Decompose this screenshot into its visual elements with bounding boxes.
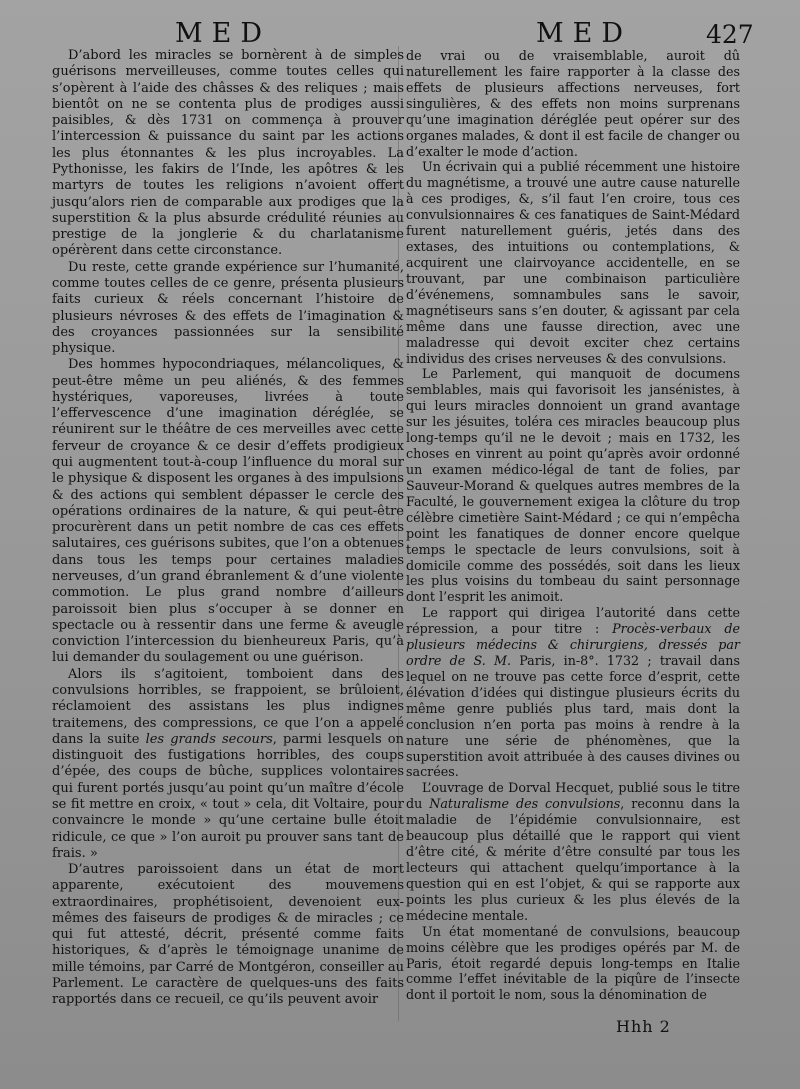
paragraph: Un écrivain qui a publié récemment une histoire du magnétisme, a trouvé une autre cause naturelle à ces prodiges, &, s’il faut l’en croire, tous ces convulsionnaires & ces fanatiques de Saint-Médard furent naturellement guéris, jetés dans des extases, des intuitions ou contemplations, & acquirent une clairvoyance accidentelle, en se trouvant, par une combinaison particulière d’événemens, somnambules sans le savoir, magnétiseurs sans s’en douter, & agissant par cela même dans une fausse direction, avec une maladresse qui devoit exciter chez certains individus des crises nerveuses & des convulsions. <box>406 159 740 366</box>
header-right-word: MED <box>536 18 633 49</box>
signature-mark: Hhh 2 <box>616 1017 671 1036</box>
right-column <box>406 48 740 1003</box>
italic-term: les grands secours <box>145 731 273 747</box>
left-column <box>52 48 404 1009</box>
paragraph: Alors ils s’agitoient, tomboient dans des convulsions horribles, se frappoient, se brûloient, réclamoient des assistans les plus indignes traitemens, des compressions, ce que l’on a appelé dans la suite les grands secours, parmi lesquels on distinguoit des fustigations horribles, des coups d’épée, des coups de bûche, supplices volontaires qui furent portés jusqu’au point qu’un maître d’école se fit mettre en croix, « tout » cela, dit Voltaire, pour convaincre le monde » qu’une certaine bulle étoit ridicule, ce que » l’on auroit pu prouver sans tant de frais. » <box>52 666 405 861</box>
paragraph: Le Parlement, qui manquoit de documens semblables, mais qui favorisoit les jansénistes, à qui leurs miracles donnoient un grand avantage sur les jésuites, toléra ces miracles beaucoup plus long-temps qu’il ne le devoit ; mais en 1732, les choses en vinrent au point qu’après avoir ordonné un examen médico-légal de tant de folies, par Sauveur-Morand & quelques autres membres de la Faculté, le gouvernement exigea la clôture du trop célèbre cimetière Saint-Médard ; ce qui n’empêcha point les fanatiques de donner encore quelque temps le spectacle de leurs convulsions, soit à domicile comme des possédés, soit dans les lieux les plus voisins du tombeau du saint personnage dont l’esprit les animoit. <box>406 366 740 605</box>
italic-title: Procès-verbaux de plusieurs médecins & chirurgiens, dressés par ordre de S. M. <box>406 621 740 669</box>
paragraph: L’ouvrage de Dorval Hecquet, publié sous le titre du Naturalisme des convulsions, reconnu dans la maladie de l’épidémie convulsionnaire, est beaucoup plus détaillé que le rapport qui vient d’être cité, & mérite d’être consulté par tous les lecteurs qui attachent quelqu’importance à la question qui en est l’objet, & qui se rapporte aux points les plus curieux & les plus élevés de la médecine mentale. <box>406 780 741 923</box>
paragraph: Le rapport qui dirigea l’autorité dans cette répression, a pour titre : Procès-verbaux de plusieurs médecins & chirurgiens, dressés par ordre de S. M. Paris, in-8°. 1732 ; travail dans lequel on ne trouve pas cette force d’esprit, cette élévation d’idées qui distingue plusieurs écrits du même genre publiés plus tard, mais dont la conclusion n’en porta pas moins à rendre à la nature une série de phénomènes, que la superstition avoit attribuée à des causes divines ou sacrées. <box>406 605 740 780</box>
paragraph: Des hommes hypocondriaques, mélancoliques, & peut-être même un peu aliénés, & des femmes hystériques, vaporeuses, livrées à toute l’effervescence d’une imagination déréglée, se réunirent sur le théâtre de ces merveilles avec cette ferveur de croyance & ce desir d’effets prodigieux qui augmentent tout-à-coup l’influence du moral sur le physique & disposent les organes à des impulsions & des actions qui semblent dépasser le cercle des opérations ordinaires de la nature, & qui peut-être procurèrent dans un petit nombre de cas ces effets salutaires, ces guérisons subites, que l’on a obtenues dans tous les temps pour certaines maladies nerveuses, d’un grand ébranlement & d’une violente commotion. Le plus grand nombre d’ailleurs paroissoit bien plus s’occuper à se donner en spectacle ou à ressentir dans une ferme & aveugle conviction l’intercession du bienheureux Paris, qu’à lui demander du soulagement ou une guérison. <box>52 357 404 666</box>
paragraph: D’autres paroissoient dans un état de mort apparente, exécutoient des mouvemens extraordinaires, prophétisoient, devenoient eux-mêmes des faiseurs de prodiges & de miracles ; ce qui fut attesté, décrit, présenté comme faits historiques, & d’après le témoignage unanime de mille témoins, par Carré de Montgéron, conseiller au Parlement. Le caractère de quelques-uns des faits rapportés dans ce recueil, ce qu’ils peuvent avoir <box>52 862 404 1008</box>
paragraph: D’abord les miracles se bornèrent à de simples guérisons merveilleuses, comme toutes celles qui s’opèrent à l’aide des châsses & des reliques ; mais bientôt on ne se contenta plus de prodiges aussi paisibles, & dès 1731 on commença à prouver l’intercession & puissance du saint par les actions les plus étonnantes & les plus incroyables. La Pythonisse, les fakirs de l’Inde, les apôtres & les martyrs de toutes les religions n’avoient offert jusqu’alors rien de comparable aux prodiges que la superstition & la plus absurde crédulité réunies au prestige de la jonglerie & du charlatanisme opérèrent dans cette circonstance. <box>52 48 404 259</box>
italic-title: Naturalisme des convulsions <box>429 796 621 812</box>
running-header <box>0 10 800 50</box>
header-left-word: MED <box>175 18 272 49</box>
paragraph: Du reste, cette grande expérience sur l’humanité, comme toutes celles de ce genre, présenta plusieurs faits curieux & réels concernant l’histoire de plusieurs névroses & des effets de l’imagination & des croyances passionnées sur la sensibilité physique. <box>52 259 404 357</box>
paragraph: Un état momentané de convulsions, beaucoup moins célèbre que les prodiges opérés par M. de Paris, étoit regardé depuis long-temps en Italie comme l’effet inévitable de la piqûre de l’insecte dont il portoit le nom, sous la dénomination de <box>406 923 740 1003</box>
page-number: 427 <box>706 20 754 49</box>
paragraph: de vrai ou de vraisemblable, auroit dû naturellement les faire rapporter à la classe des effets de plusieurs affections nerveuses, fort singulières, & des effets non moins surprenans qu’une imagination déréglée peut opérer sur des organes malades, & dont il est facile de changer ou d’exalter le mode d’action. <box>406 48 740 159</box>
